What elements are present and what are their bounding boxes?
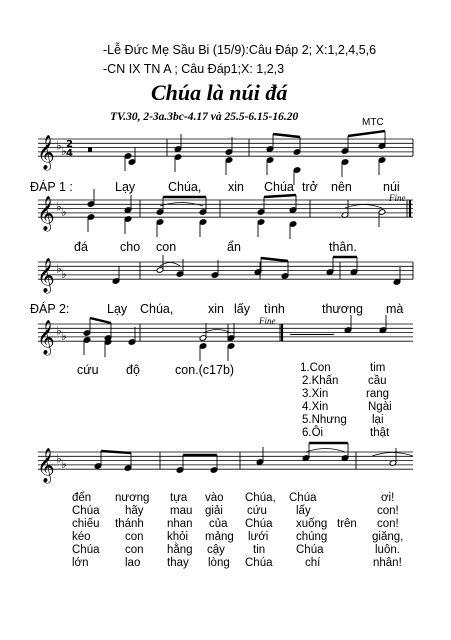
- verse-syllable: của: [209, 518, 228, 530]
- verse-syllable: lưới: [248, 531, 269, 543]
- verse-syllable: khỏi: [167, 531, 189, 543]
- verse-syllable: con: [125, 531, 144, 543]
- lyric-syllable: Chúa: [264, 180, 294, 194]
- verse-syllable: chiếu: [72, 518, 100, 530]
- verse-syllable: hằng: [167, 544, 193, 556]
- lyric-syllable: tình: [264, 302, 285, 316]
- verse-ending: Ngài: [368, 401, 392, 413]
- verse-syllable: thánh: [115, 518, 144, 530]
- dap2-label: ĐÁP 2:: [30, 302, 70, 316]
- time-signature-top: 2: [66, 139, 73, 150]
- rest-icon: [88, 147, 92, 152]
- verse-syllable: mau: [170, 505, 193, 517]
- verse-number: 6.Ôi: [302, 427, 324, 439]
- time-signature-bottom: 4: [66, 148, 73, 159]
- flat-icon: ♭: [56, 199, 62, 214]
- verse-syllable: nương: [115, 492, 150, 504]
- verse-syllable: tin: [253, 544, 266, 556]
- verse-number: 5.Nhưng: [302, 414, 347, 426]
- lyric-syllable: nên: [331, 180, 352, 194]
- note-beam: [90, 318, 111, 323]
- verse-syllable: kéo: [72, 531, 91, 543]
- verse-ending: lại: [372, 414, 384, 426]
- reciting-line: [290, 334, 334, 335]
- note-beam: [264, 195, 296, 197]
- flat-icon: ♭: [61, 143, 67, 158]
- verse-syllable: Chúa: [72, 505, 100, 517]
- verse-syllable: lao: [125, 557, 141, 569]
- page-title: Chúa là núi đá: [151, 80, 288, 105]
- flat-icon: ♭: [56, 323, 62, 338]
- lyric-syllable: thương: [322, 302, 363, 316]
- verse-syllable: ơi!: [381, 492, 395, 504]
- verse-number: 2.Khấn: [302, 375, 339, 387]
- verse-ending: rang: [366, 388, 390, 400]
- verse-syllable: tựa: [170, 492, 188, 504]
- note-beam: [101, 451, 131, 453]
- verse-syllable: vào: [205, 492, 224, 504]
- lyric-syllable: thân.: [329, 240, 357, 254]
- lyric-syllable: núi: [383, 180, 400, 194]
- lyric-syllable: cho: [120, 240, 141, 254]
- verse-syllable: con!: [377, 505, 399, 517]
- verse-ending: cầu: [368, 375, 387, 387]
- verse-syllable: đến: [72, 492, 92, 504]
- verse-syllable: Chúa,: [245, 492, 276, 504]
- flat-icon: ♭: [56, 261, 62, 276]
- lyric-syllable: lấy: [234, 302, 250, 316]
- verse-syllable: con: [125, 544, 144, 556]
- verse-syllable: giăng,: [372, 531, 404, 543]
- verse-syllable: luôn.: [375, 544, 400, 556]
- verse-syllable: xuống: [296, 518, 328, 530]
- verse-syllable: trên: [337, 518, 357, 530]
- flat-icon: ♭: [61, 456, 67, 471]
- verse-syllable: chí: [305, 557, 321, 569]
- verse-syllable: nhan: [167, 518, 193, 530]
- treble-clef-icon: 𝄞: [37, 135, 55, 171]
- verse-syllable: cứu: [247, 505, 267, 517]
- verse-number: 1.Con: [300, 362, 331, 374]
- lyric-syllable: Lạy: [107, 302, 128, 316]
- lyric-syllable: Chúa,: [140, 302, 174, 316]
- header-line-2: -CN IX TN A ; Câu Đáp1;X: 1,2,3: [103, 62, 285, 76]
- lyric-syllable: mà: [386, 302, 404, 316]
- verse-syllable: lớn: [72, 557, 89, 569]
- verse-ending: tim: [370, 362, 386, 374]
- verse-syllable: lòng: [208, 557, 230, 569]
- fine-marking: Fine: [259, 316, 276, 326]
- note-beam: [261, 258, 288, 261]
- slur: [306, 449, 345, 453]
- verse-number: 4.Xin: [302, 401, 329, 413]
- flat-icon: ♭: [61, 266, 67, 281]
- lyric-syllable: ẩn: [227, 240, 241, 254]
- verse-syllable: Chúa: [72, 544, 100, 556]
- verse-syllable: chúng: [296, 531, 328, 543]
- slur: [372, 453, 413, 457]
- treble-clef-icon: 𝄞: [37, 448, 55, 484]
- psalm-reference: TV.30, 2-3a.3bc-4.17 và 25.5-6.15-16.20: [110, 111, 299, 123]
- lyric-syllable: Chúa,: [168, 180, 202, 194]
- verse-syllable: Chúa: [296, 544, 324, 556]
- lyric-syllable: trở: [302, 180, 318, 194]
- lyric-syllable: con: [156, 240, 177, 254]
- lyric-syllable: đá: [74, 240, 88, 254]
- lyric-syllable: con.(c17b): [175, 363, 235, 377]
- verse-syllable: Chúa: [245, 557, 273, 569]
- verse-syllable: Chúa: [289, 492, 317, 504]
- verse-syllable: lấy: [296, 505, 311, 517]
- fine-marking: Fine: [389, 193, 406, 203]
- note-beam: [348, 131, 385, 136]
- verse-syllable: giải: [205, 505, 223, 517]
- verse-number: 3.Xin: [302, 388, 329, 400]
- verse-ending: thật: [370, 427, 390, 439]
- lyric-syllable: Lạy: [115, 180, 136, 194]
- verse-syllable: nhân!: [373, 557, 402, 569]
- verse-syllable: hãy: [125, 505, 144, 517]
- lyric-syllable: xin: [228, 180, 244, 194]
- treble-clef-icon: 𝄞: [37, 196, 55, 232]
- flat-icon: ♭: [61, 328, 67, 343]
- composer-initials: MTC: [362, 117, 384, 128]
- treble-clef-icon: 𝄞: [37, 258, 55, 294]
- verse-syllable: cậy: [207, 544, 225, 556]
- lyric-syllable: cứu: [77, 363, 99, 377]
- verse-syllable: mảng: [205, 531, 234, 543]
- slur: [345, 205, 382, 209]
- flat-icon: ♭: [56, 138, 62, 153]
- verse-syllable: thay: [167, 557, 189, 569]
- verse-syllable: con!: [377, 518, 399, 530]
- flat-icon: ♭: [56, 451, 62, 466]
- flat-icon: ♭: [61, 204, 67, 219]
- verse-syllable: Chúa: [245, 518, 273, 530]
- dap1-label: ĐÁP 1 :: [30, 180, 73, 194]
- treble-clef-icon: 𝄞: [37, 320, 55, 356]
- note-beam: [273, 134, 300, 137]
- lyric-syllable: độ: [126, 363, 140, 377]
- header-line-1: -Lễ Đức Mẹ Sầu Bi (15/9):Câu Đáp 2; X:1,2,4,5,6: [103, 43, 377, 57]
- lyric-syllable: xin: [208, 302, 224, 316]
